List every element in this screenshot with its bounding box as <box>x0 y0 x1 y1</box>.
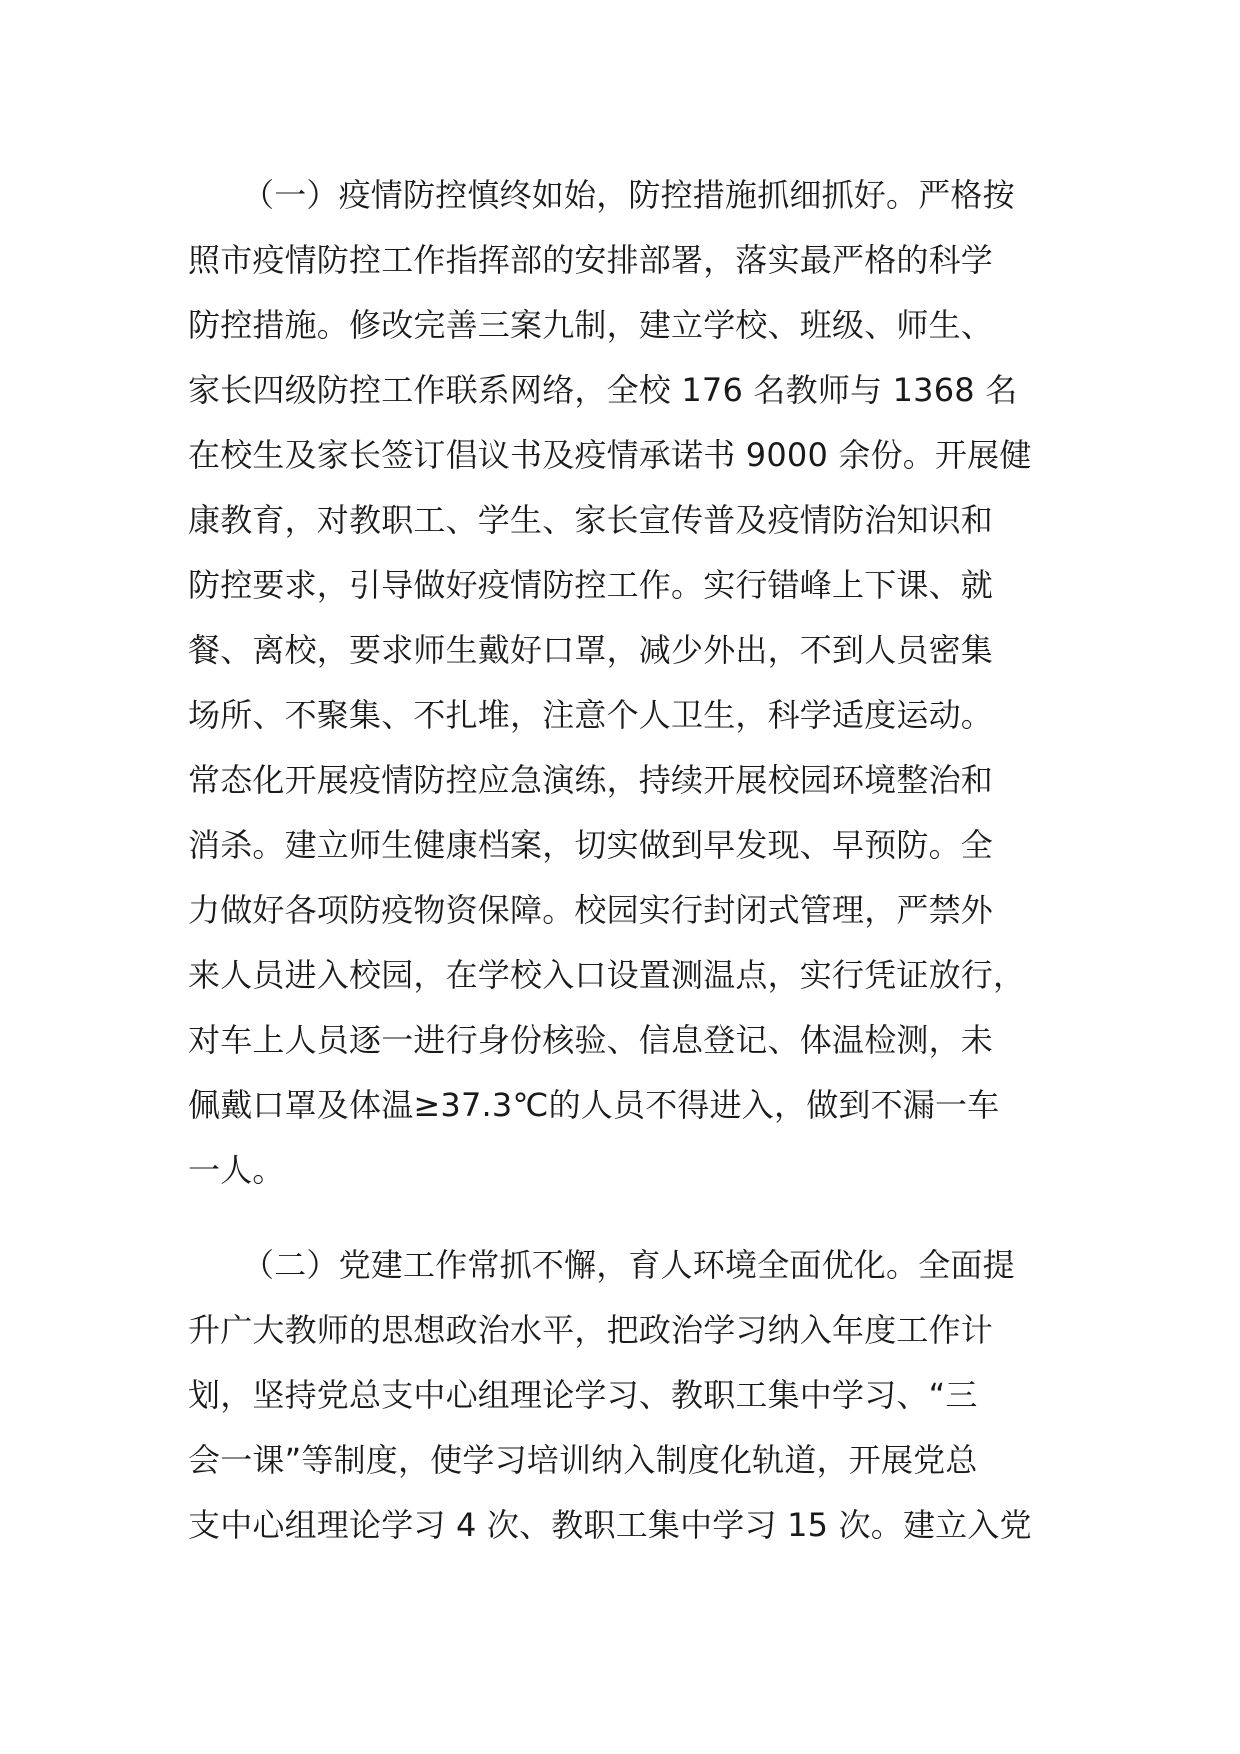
text-line: 在校生及家长签订倡议书及疫情承诺书 9000 余份。开展健 <box>188 436 1032 474</box>
paragraph-spacing <box>188 1203 1060 1233</box>
text-line: 消杀。建立师生健康档案，切实做到早发现、早预防。全 <box>188 826 994 864</box>
text-line: 力做好各项防疫物资保障。校园实行封闭式管理，严禁外 <box>188 891 994 929</box>
text-line: 照市疫情防控工作指挥部的安排部署，落实最严格的科学 <box>188 241 994 279</box>
text-line: 对车上人员逐一进行身份核验、信息登记、体温检测，未 <box>188 1021 994 1059</box>
text-line: 餐、离校，要求师生戴好口罩，减少外出，不到人员密集 <box>188 631 994 669</box>
text-line: 常态化开展疫情防控应急演练，持续开展校园环境整治和 <box>188 761 994 799</box>
text-line: （一）疫情防控慎终如始，防控措施抓细抓好。严格按 <box>242 176 1015 214</box>
text-line: 场所、不聚集、不扎堆，注意个人卫生，科学适度运动。 <box>188 696 994 734</box>
text-line: 防控措施。修改完善三案九制，建立学校、班级、师生、 <box>188 306 994 344</box>
text-line: （二）党建工作常抓不懈，育人环境全面优化。全面提 <box>242 1246 1015 1284</box>
text-line: 支中心组理论学习 4 次、教职工集中学习 15 次。建立入党 <box>188 1506 1032 1544</box>
document-body <box>188 163 1060 1558</box>
text-line: 来人员进入校园，在学校入口设置测温点，实行凭证放行， <box>188 956 1026 994</box>
text-line: 升广大教师的思想政治水平，把政治学习纳入年度工作计 <box>188 1311 994 1349</box>
text-line: 划，坚持党总支中心组理论学习、教职工集中学习、“三 <box>188 1376 978 1414</box>
text-line: 佩戴口罩及体温≥37.3℃的人员不得进入，做到不漏一车 <box>188 1086 1000 1124</box>
text-line: 一人。 <box>188 1151 285 1189</box>
text-line: 会一课”等制度，使学习培训纳入制度化轨道，开展党总 <box>188 1441 978 1479</box>
text-line: 家长四级防控工作联系网络，全校 176 名教师与 1368 名 <box>188 371 1018 409</box>
text-line: 康教育，对教职工、学生、家长宣传普及疫情防治知识和 <box>188 501 994 539</box>
paragraph-epidemic-prevention <box>188 163 1060 1203</box>
text-line: 防控要求，引导做好疫情防控工作。实行错峰上下课、就 <box>188 566 994 604</box>
paragraph-party-building <box>188 1233 1060 1558</box>
